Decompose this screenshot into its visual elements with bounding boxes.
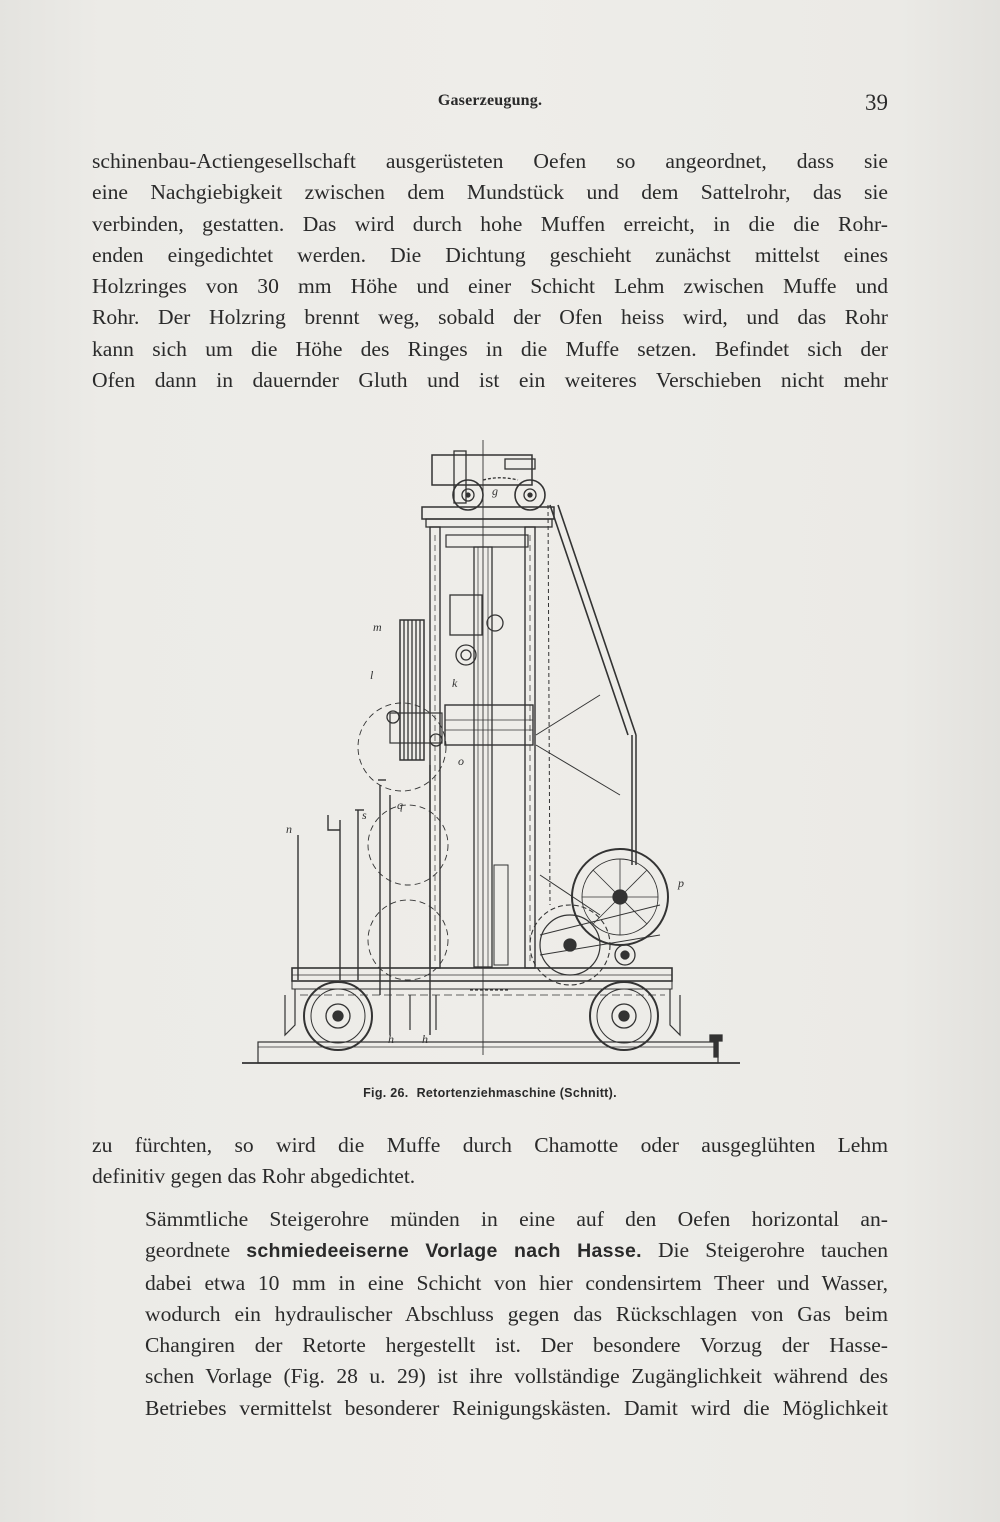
- carriage-frame: [292, 968, 672, 981]
- paragraph: [92, 1204, 888, 1424]
- rail-stop: [710, 1035, 722, 1057]
- emphasized-term: schmiedeeiserne Vorlage nach Hasse.: [246, 1240, 642, 1263]
- label-l: l: [370, 668, 374, 682]
- text-line: schinenbau-Actiengesellschaft ausgerüsteten Oefen so angeordnet, dass sie: [92, 149, 888, 173]
- label-h2: h: [422, 1032, 428, 1046]
- label-n: n: [286, 822, 292, 836]
- front-wheel: [304, 982, 372, 1050]
- text-line: definitiv gegen das Rohr abgedichtet.: [92, 1164, 416, 1189]
- page-number: 39: [865, 90, 888, 115]
- label-h1: h: [388, 1032, 394, 1046]
- text-line: Ofen dann in dauernder Gluth und ist ein weiteres Verschieben nicht mehr: [92, 368, 888, 393]
- figure-title: Retortenziehmaschine (Schnitt).: [416, 1086, 617, 1100]
- rear-wheel: [590, 982, 658, 1050]
- text-line: Rohr. Der Holzring brennt weg, sobald der Ofen heiss wird, und das Rohr: [92, 305, 888, 330]
- text-fragment: Die Steigerohre tauchen: [657, 1238, 889, 1263]
- rail-base: [258, 1042, 718, 1063]
- running-title: Gaserzeugung.: [437, 92, 543, 109]
- text-line: kann sich um die Höhe des Ringes in die Muffe setzen. Befindet sich der: [92, 336, 888, 361]
- text-line: Holzringes von 30 mm Höhe und einer Schicht Lehm zwischen Muffe und: [92, 274, 888, 299]
- figure-caption: [92, 1086, 888, 1100]
- chain: [548, 505, 550, 905]
- winch-drum: [572, 849, 668, 945]
- dashed-circle: [358, 703, 446, 791]
- text-line: verbinden, gestatten. Das wird durch hohe Muffen erreicht, in die die Rohr-: [92, 211, 888, 236]
- diagonal-brace: [550, 505, 628, 735]
- text-line: Sämmtliche Steigerohre münden in eine auf den Oefen horizontal an-: [145, 1207, 888, 1231]
- text-line: Changiren der Retorte hergestellt ist. Der besondere Vorzug der Hasse-: [145, 1333, 888, 1358]
- pulley-stack: [400, 620, 424, 760]
- text-line: enden eingedichtet werden. Die Dichtung geschieht zunächst mittelst eines: [92, 242, 888, 267]
- paragraph: [92, 1130, 888, 1193]
- label-k: k: [452, 676, 458, 690]
- text-line: dabei etwa 10 mm in eine Schicht von hier condensirtem Theer und Wasser,: [145, 1270, 888, 1295]
- label-p: p: [678, 876, 684, 890]
- text-fragment: geordnete: [145, 1238, 231, 1263]
- text-line: zu fürchten, so wird die Muffe durch Chamotte oder ausgeglühten Lehm: [92, 1133, 888, 1157]
- figure-retort-drawing-machine: [240, 435, 750, 1075]
- text-line: schen Vorlage (Fig. 28 u. 29) ist ihre vollständige Zugänglichkeit während des: [145, 1364, 888, 1389]
- label-m: m: [373, 620, 382, 634]
- text-line: Betriebes vermittelst besonderer Reinigungskästen. Damit wird die Möglichkeit: [145, 1395, 888, 1420]
- text-line: wodurch ein hydraulischer Abschluss gegen das Rückschlagen von Gas beim: [145, 1301, 888, 1326]
- label-s: s: [362, 808, 367, 822]
- label-q: q: [397, 798, 403, 812]
- text-line: eine Nachgiebigkeit zwischen dem Mundstück und dem Sattelrohr, das sie: [92, 180, 888, 205]
- label-g: g: [492, 484, 498, 498]
- text-line: [92, 1235, 888, 1267]
- technical-drawing: [240, 435, 750, 1075]
- running-head: [92, 92, 888, 122]
- sliding-carriage: [445, 705, 533, 745]
- figure-number: Fig. 26.: [363, 1086, 409, 1100]
- paragraph-continued: [92, 146, 888, 396]
- label-o: o: [458, 754, 464, 768]
